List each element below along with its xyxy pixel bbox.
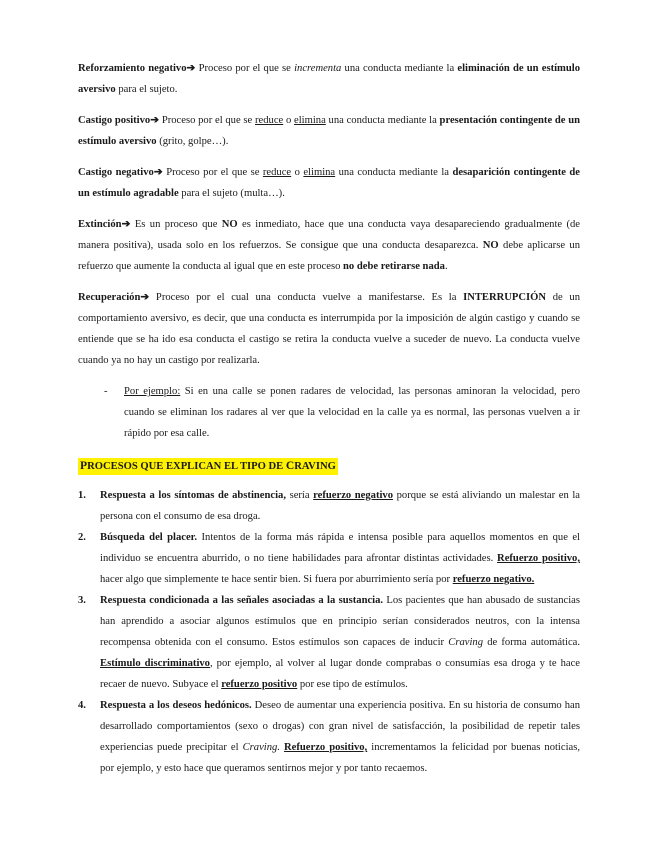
bullet-dash: - [104,386,108,397]
arrow-icon: ➔ [153,167,163,178]
paragraph-recuperacion: Recuperación➔ Proceso por el cual una conducta vuelve a manifestarse. Es la INTERRUPCIÓN de un comportamiento aversivo, es decir, que una conducta es interrumpida por la imposición de algún castigo y cuando se entiende que se ha ido esa conducta el castigo se retira la conducta vuelve a suceder de nuevo. La conducta vuelve cuando ya no hay un castigo por realizarla. [78,292,580,366]
arrow-icon: ➔ [150,115,160,126]
craving-process-list [78,485,580,779]
arrow-icon: ➔ [186,63,196,74]
paragraph-extincion: Extinción➔ Es un proceso que NO es inmediato, hace que una conducta vaya desapareciendo gradualmente (de manera positiva), usada solo en los refuerzos. Se consigue que una conducta desaparezca. NO debe aplicarse un refuerzo que aumente la conducta al igual que en este proceso no debe retirarse nada. [78,219,580,272]
term: Castigo positivo [78,115,151,126]
list-item: 3. Respuesta condicionada a las señales asociadas a la sustancia. Los pacientes que han abusado de sustancias han aprendido a asociar algunos estímulos que en principio serían considerados neutros, con la intensa recompensa obtenida con el consumo. Estos estímulos son capaces de inducir Craving de forma automática. Estímulo discriminativo, por ejemplo, al volver al lugar donde comprabas o consumías esa droga y te hace recaer de nuevo. Subyace el refuerzo positivo por ese tipo de estímulos. [78,595,580,690]
arrow-icon: ➔ [140,292,150,303]
paragraph-castigo-positivo: Castigo positivo➔ Proceso por el que se reduce o elimina una conducta mediante la presentación contingente de un estímulo aversivo (grito, golpe…). [78,115,581,147]
paragraph-reforzamiento-negativo: Reforzamiento negativo➔ Proceso por el que se incrementa una conducta mediante la eliminación de un estímulo aversivo para el sujeto. [78,63,580,95]
example-bullet [104,381,580,444]
term: Castigo negativo [78,167,154,178]
paragraph-castigo-negativo: Castigo negativo➔ Proceso por el que se reduce o elimina una conducta mediante la desaparición contingente de un estímulo agradable para el sujeto (multa…). [78,167,580,199]
list-item: 2. Búsqueda del placer. Intentos de la forma más rápida e intensa posible para aquellos momentos en que el individuo se encuentra aburrido, o no tiene habilidades para afrontar distintas actividades. Refuerzo positivo, hacer algo que simplemente te hace sentir bien. Si fuera por aburrimiento sería por refuerzo negativo. [78,532,581,585]
arrow-icon: ➔ [121,219,131,230]
section-heading-highlighted: PROCESOS QUE EXPLICAN EL TIPO DE CRAVING [78,458,338,475]
example-text: Por ejemplo: Si en una calle se ponen radares de velocidad, las personas aminoran la velocidad, pero cuando se eliminan los radares al ver que la velocidad en la calle ya es normal, las personas vuelven a ir rápido por esa calle. [124,386,580,439]
term: Extinción [78,219,122,230]
list-item: 4. Respuesta a los deseos hedónicos. Deseo de aumentar una experiencia positiva. En su historia de consumo han desarrollado comportamientos (sexo o drogas) con gran nivel de satisfacción, la posibilidad de repetir tales experiencias puede precipitar el Craving. Refuerzo positivo, incrementamos la felicidad por buenas noticias, por ejemplo, y esto hace que queramos sentirnos mejor y por tanto recaemos. [78,700,580,774]
list-item: 1. Respuesta a los síntomas de abstinencia, sería refuerzo negativo porque se está aliviando un malestar en la persona con el consumo de esa droga. [78,490,580,522]
term: Reforzamiento negativo [78,63,187,74]
term: Recuperación [78,292,141,303]
document-page [78,58,580,779]
